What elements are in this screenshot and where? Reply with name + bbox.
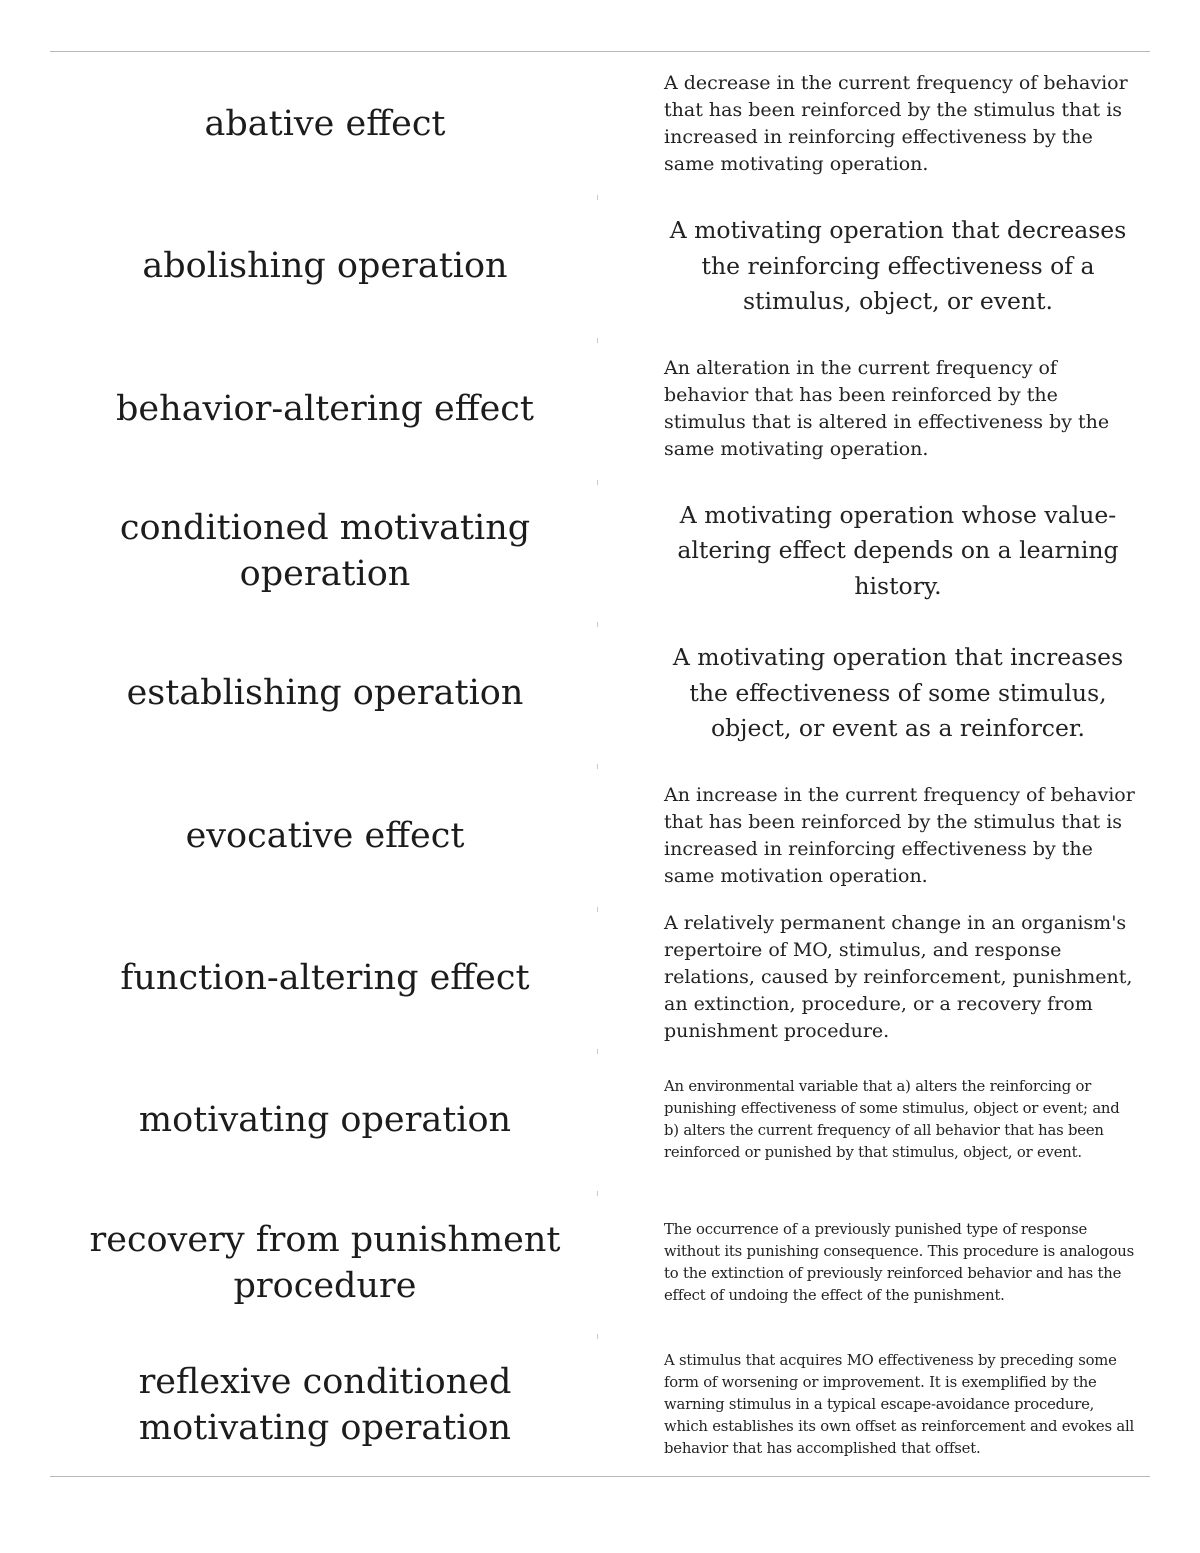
definition: An increase in the current frequency of behavior that has been reinforced by the stimulus that is increased in reinforcing effectiveness by the same motivation operation. [664,783,1135,887]
definition: A decrease in the current frequency of behavior that has been reinforced by the stimulus that is increased in reinforcing effectiveness by the same motivating operation. [664,72,1128,176]
flashcard-row [50,1334,1150,1476]
bottom-rule [50,1476,1150,1477]
definition: A stimulus that acquires MO effectiveness by preceding some form of worsening or improvement. It is exemplified by the warning stimulus in a typical escape-avoidance procedure, which establishes its own offset as reinforcement and evokes all behavior that has accomplished that offset. [664,1351,1135,1457]
flashcard-row [50,195,1150,337]
term: behavior-altering effect [116,388,534,429]
flashcard-row [50,764,1150,906]
cut-mark [597,764,598,769]
definition: A relatively permanent change in an organism's repertoire of MO, stimulus, and response relations, caused by reinforcement, punishment, an extinction, procedure, or a recovery from punishment procedure. [664,912,1133,1043]
flashcard-row [50,1049,1150,1191]
flashcard-row [50,53,1150,195]
top-rule [50,51,1150,52]
flashcard-row [50,1191,1150,1333]
cut-mark [597,480,598,485]
flashcard-row [50,338,1150,480]
term: reflexive conditioned motivating operation [138,1361,512,1448]
term: evocative effect [185,815,465,856]
definition: An environmental variable that a) alters the reinforcing or punishing effectiveness of some stimulus, object or event; and b) alters the current frequency of all behavior that has been reinforced or punished by that stimulus, object, or event. [664,1078,1120,1162]
flashcard-row [50,622,1150,764]
cut-mark [597,1334,598,1339]
cut-mark [597,907,598,912]
definition: A motivating operation that decreases the reinforcing effectiveness of a stimulus, object, or event. [669,216,1127,316]
definition: A motivating operation whose value-altering effect depends on a learning history. [677,500,1119,600]
term: function-altering effect [120,957,530,998]
flashcard-row [50,480,1150,622]
term: conditioned motivating operation [119,508,531,595]
cut-mark [597,622,598,627]
definition: An alteration in the current frequency of behavior that has been reinforced by the stimulus that is altered in effectiveness by the same motivating operation. [664,356,1110,460]
definition: The occurrence of a previously punished type of response without its punishing consequence. This procedure is analogous to the extinction of previously reinforced behavior and has the effect of undoing the effect of the punishment. [664,1220,1134,1304]
term: abolishing operation [142,246,508,287]
cut-mark [597,1049,598,1054]
cut-mark [597,1191,598,1196]
cut-mark [597,195,598,200]
definition: A motivating operation that increases the effectiveness of some stimulus, object, or event as a reinforcer. [672,643,1124,743]
term: motivating operation [138,1100,512,1141]
cut-mark [597,338,598,343]
term: establishing operation [126,673,524,714]
term: recovery from punishment procedure [89,1219,561,1306]
term: abative effect [204,104,446,145]
flashcard-row [50,907,1150,1049]
flashcard-list [50,53,1150,1476]
